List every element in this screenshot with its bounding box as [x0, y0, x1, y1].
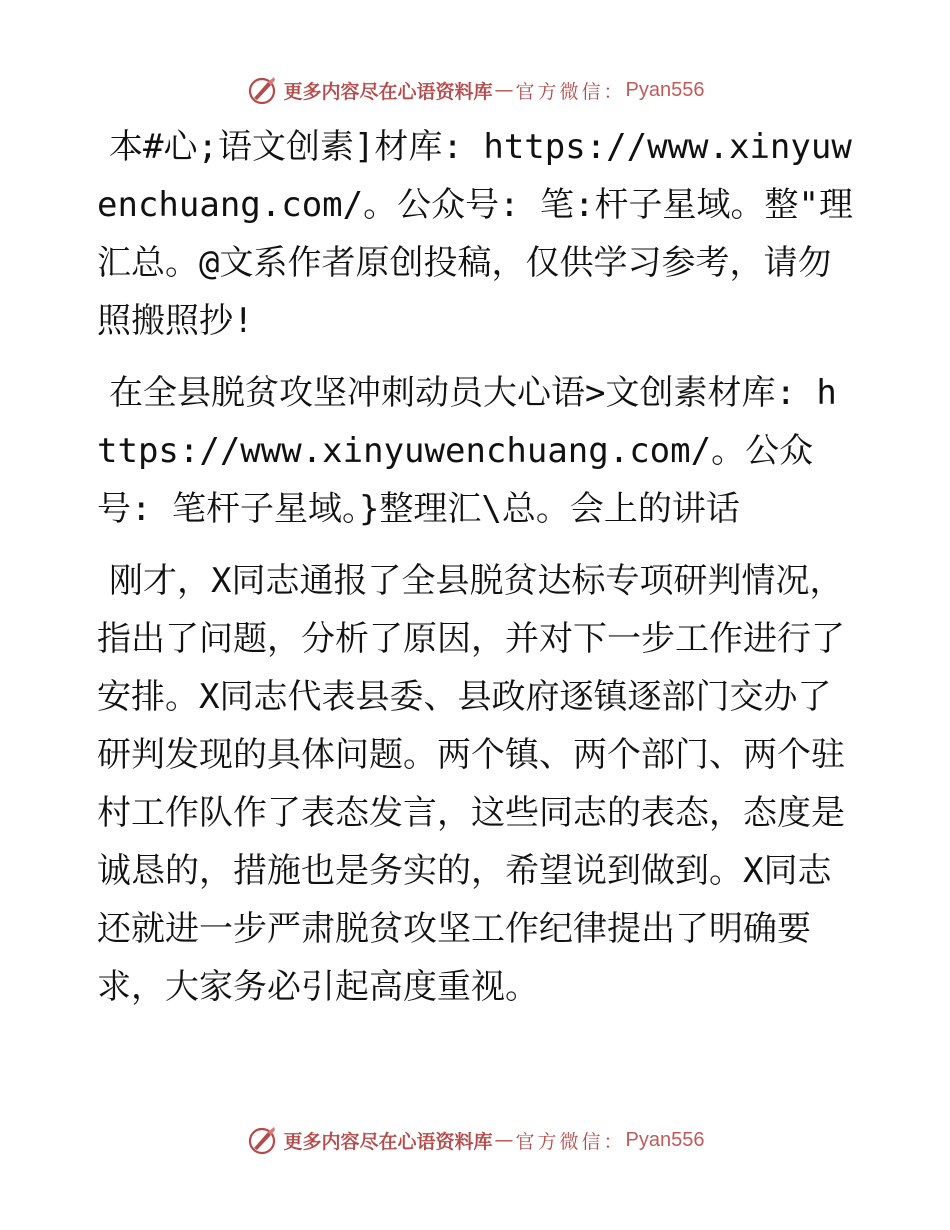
quill-pen-logo-icon — [246, 1124, 278, 1156]
paragraph-title: 在全县脱贫攻坚冲刺动员大心语>文创素材库: https://www.xinyuwenchuang.com/。公众号: 笔杆子星域。}整理汇\总。会上的讲话 — [97, 373, 837, 529]
paragraph-body: 刚才，X同志通报了全县脱贫达标专项研判情况，指出了问题，分析了原因，并对下一步工作进行了安排。X同志代表县委、县政府逐镇逐部门交办了研判发现的具体问题。两个镇、两个部门、两个驻村工作队作了表态发言，这些同志的表态，态度是诚恳的，措施也是务实的，希望说到做到。X同志还就进一步严肃脱贫攻坚工作纪律提出了明确要求，大家务必引起高度重视。 — [97, 561, 845, 1007]
watermark-wechat-label: 官方微信： — [515, 1130, 626, 1153]
watermark-wechat-id: Pyan556 — [625, 78, 705, 101]
watermark-separator: — — [494, 79, 514, 101]
watermark-separator: — — [494, 1129, 514, 1151]
watermark-brand-text: 更多内容尽在心语资料库 — [283, 1130, 493, 1153]
watermark-wechat-id: Pyan556 — [625, 1128, 705, 1151]
watermark-brand-text: 更多内容尽在心语资料库 — [283, 80, 493, 103]
quill-pen-logo-icon — [246, 74, 278, 106]
paragraph-source-notice: 本#心;语文创素]材库: https://www.xinyuwenchuang.com/。公众号: 笔:杆子星域。整"理汇总。@文系作者原创投稿，仅供学习参考，请勿照搬照抄! — [97, 127, 853, 341]
watermark-wechat-label: 官方微信： — [515, 80, 626, 103]
footer-watermark — [0, 1120, 950, 1160]
header-watermark — [0, 70, 950, 110]
document-body — [97, 118, 857, 1030]
